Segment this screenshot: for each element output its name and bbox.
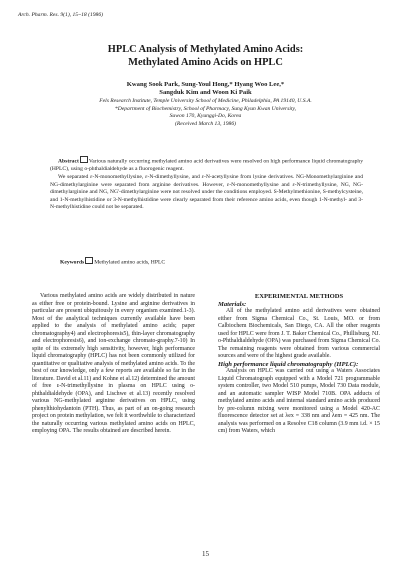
hplc-paragraph: Analysis on HPLC was carried out using a Waters Associates Liquid Chromatograph equipped with a Model 721 programmable system controller, two Model 510 pumps, Model 730 Data module, and an automatic sampler WISP Model 710B. OPA adducts of methylated amino acids and internal standard amino acids produced by pre-column mixing were monitored using a Model 420-AC fluorescence detector set at λex = 338 nm and λem = 425 nm. The analysis was performed on a Resolve C18 column (3.9 mm i.d. × 15 cm) from Waters, which: [218, 368, 380, 434]
authors-line-1: Kwang Sook Park, Sung-Youl Hong,* Hyang Woo Lee,*: [126, 81, 285, 88]
affiliation-line-2: *Department of Biochemistry, School of Pharmacy, Sung Kyun Kwan University,: [114, 105, 297, 112]
page-number: 15: [202, 550, 209, 558]
abstract-label: Abstract: [58, 158, 79, 165]
title-line-2: Methylated Amino Acids on HPLC: [128, 57, 283, 68]
intro-paragraph: Various methylated amino acids are widely distributed in nature as either free or protein-bound. Lysine and arginine derivatives in particular are present ubiquitously in every organism examined.1-3). Most of the analytical techniques currently available have been applied to the analysis of methylated amino acids; paper chromatography4) and electrophoresis5), thin-layer chromatography and electrophoresis6), and ion-exchange chromato-graphy.7-10) In spite of its extremely high sensitivity, however, high performance liquid chromatography (HPLC) has not been commonly utilized for quantitative or qualitative analysis of methylated amino acids. To the best of our knowledge, only a few reports are available so far in the literature. David et al.11) and Kohne et al.12) determined the amount of free ε-N-trimethyllysine in plasma on HPLC using o-phthaldialdehyde (OPA), and Lischwe et al.13) recently resolved various NG-methylated arginine derivatives on HPLC, using phenylthiohydantoin (PTH). Thus, as part of an on-going research project on protein methylation, we felt it worthwhile to characterized the naturally occurring various methylated amino acids on HPLC, employing OPA. The results obtained are described herein.: [32, 293, 195, 434]
affiliation-line-1: Fels Research Institute, Temple University School of Medicine, Philadelphia, PA 19140, U.S.A.: [99, 98, 312, 104]
abstract-text-1: Various naturally occurring methylated amino acid derivatives were resolved on high performance liquid chromatography (HPLC), using o-phthaldialdehyde as a fluorogenic reagent.: [50, 158, 363, 172]
keywords: [60, 257, 165, 266]
received-date: (Received March 13, 1986): [175, 120, 236, 127]
section-heading: EXPERIMENTAL METHODS: [254, 293, 344, 300]
separator-box-icon: [80, 156, 88, 163]
keywords-text: Methylated amino acids, HPLC: [94, 259, 166, 266]
right-column: [218, 293, 380, 436]
materials-heading: Materials:: [218, 300, 247, 308]
abstract-paragraph-1: [50, 156, 363, 173]
abstract: [50, 156, 363, 212]
authors: [0, 81, 411, 97]
materials-paragraph: All of the methylated amino acid derivatives were obtained either from Sigma Chemical Co., St. Louis, MO. or from Calbiochem Biochemicals, San Diego, CA. All the other reagents used for HPLC were from J. T. Baker Chemical Co., Phillisburg, NJ. o-Phthaldialdehyde (OPA) was purchased from Sigma Chemical Co. The remaining reagents were obtained from various commercial sources and were of the highest grade available.: [218, 308, 380, 359]
authors-line-2: Sangduk Kim and Woon Ki Paik: [159, 89, 252, 96]
abstract-paragraph-2: We separated ε-N-monomethyllysine, ε-N-dimethyllysine, and ε-N-acetyllysine from lysine derivatives. NG-Monomethylarginine and NG-dimethylarginine were separated from arginine derivatives. However, ε-N-monomethyllysine and ε-N-trimethyllysine, NG, NG-dimethylarginine and NG, NG'-dimethylarginine were not resolved under the conditions employed. S-Methylmethionine, S-methylcysteine, and 1-N-methylhistidine or 3-N-methylhistidine were clearly separated from their reference amino acids, even though 1-N-methyl- and 3-N-methylhistidine could not be separated.: [50, 174, 363, 210]
affiliation-line-3: Suwon 170, Kyunggi-Do, Korea: [169, 113, 242, 120]
left-column: [32, 293, 195, 436]
hplc-heading: High performance liquid chromatography (HPLC):: [218, 360, 359, 368]
separator-box-icon: [85, 257, 93, 264]
title-line-1: HPLC Analysis of Methylated Amino Acids:: [107, 44, 304, 55]
journal-header: Arch. Pharm. Res. 9(1), 15~18 (1986): [18, 12, 104, 18]
keywords-label: Keywords: [60, 259, 85, 266]
affiliations: [0, 98, 411, 128]
